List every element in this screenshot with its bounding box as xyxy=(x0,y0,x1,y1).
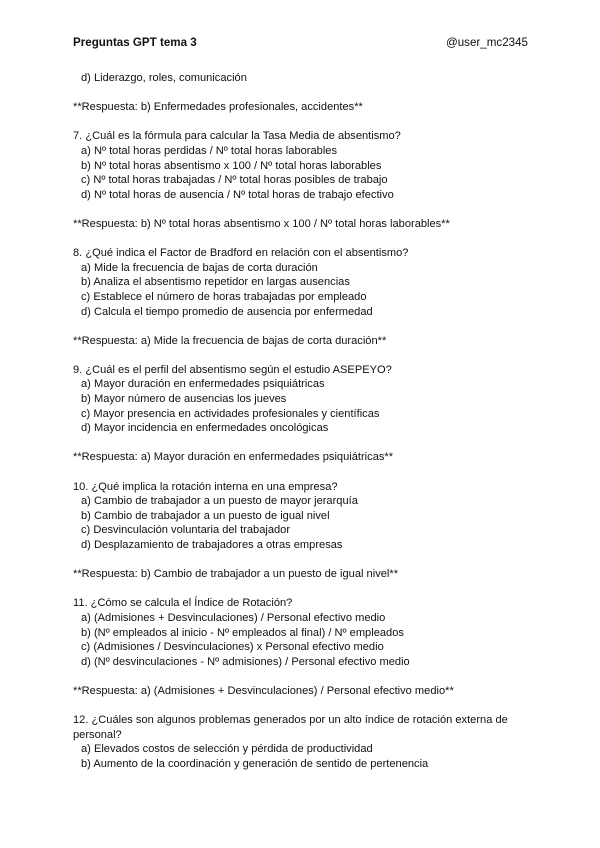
option-line: a) (Admisiones + Desvinculaciones) / Personal efectivo medio xyxy=(81,611,386,624)
option-line: b) Analiza el absentismo repetidor en largas ausencias xyxy=(81,276,350,289)
option-line: b) Nº total horas absentismo x 100 / Nº total horas laborables xyxy=(81,159,382,172)
option-line: d) Nº total horas de ausencia / Nº total horas de trabajo efectivo xyxy=(81,188,394,201)
question-11: 11. ¿Cómo se calcula el Índice de Rotación? xyxy=(73,597,293,610)
answer-line: **Respuesta: b) Cambio de trabajador a un puesto de igual nivel** xyxy=(73,568,399,581)
question-8: 8. ¿Qué indica el Factor de Bradford en relación con el absentismo? xyxy=(73,247,409,260)
option-line: a) Mide la frecuencia de bajas de corta duración xyxy=(81,261,318,274)
page-header xyxy=(73,36,528,49)
option-line: d) Liderazgo, roles, comunicación xyxy=(81,72,247,84)
option-line: a) Nº total horas perdidas / Nº total horas laborables xyxy=(81,144,337,157)
option-line: c) Desvinculación voluntaria del trabajador xyxy=(81,524,291,537)
option-line: a) Elevados costos de selección y pérdida de productividad xyxy=(81,743,373,756)
option-line: b) Aumento de la coordinación y generación de sentido de pertenencia xyxy=(81,757,429,770)
answer-line: **Respuesta: b) Enfermedades profesionales, accidentes** xyxy=(73,101,363,114)
answer-line: **Respuesta: a) Mayor duración en enfermedades psiquiátricas** xyxy=(73,451,394,464)
question-7: 7. ¿Cuál es la fórmula para calcular la Tasa Media de absentismo? xyxy=(73,130,401,143)
document-title: Preguntas GPT tema 3 xyxy=(73,36,197,49)
answer-line: **Respuesta: a) (Admisiones + Desvinculaciones) / Personal efectivo medio** xyxy=(73,684,454,697)
answer-line: **Respuesta: a) Mide la frecuencia de bajas de corta duración** xyxy=(73,334,387,347)
option-line: d) Calcula el tiempo promedio de ausencia por enfermedad xyxy=(81,305,373,318)
document-body xyxy=(73,71,533,772)
question-12: 12. ¿Cuáles son algunos problemas generados por un alto índice de rotación externa de personal? xyxy=(73,714,508,741)
option-line: c) Establece el número de horas trabajadas por empleado xyxy=(81,290,367,303)
option-line: c) (Admisiones / Desvinculaciones) x Personal efectivo medio xyxy=(81,641,384,654)
question-9: 9. ¿Cuál es el perfil del absentismo según el estudio ASEPEYO? xyxy=(73,363,392,376)
answer-line: **Respuesta: b) Nº total horas absentismo x 100 / Nº total horas laborables** xyxy=(73,217,450,230)
user-handle: @user_mc2345 xyxy=(445,36,528,49)
option-line: b) Mayor número de ausencias los jueves xyxy=(81,393,287,406)
option-line: d) Mayor incidencia en enfermedades oncológicas xyxy=(81,422,329,435)
option-line: b) (Nº empleados al inicio - Nº empleados al final) / Nº empleados xyxy=(81,626,404,639)
question-10: 10. ¿Qué implica la rotación interna en una empresa? xyxy=(73,480,338,493)
option-line: a) Cambio de trabajador a un puesto de mayor jerarquía xyxy=(81,495,358,508)
option-line: b) Cambio de trabajador a un puesto de igual nivel xyxy=(81,509,330,522)
option-line: c) Nº total horas trabajadas / Nº total horas posibles de trabajo xyxy=(81,174,388,187)
option-line: d) (Nº desvinculaciones - Nº admisiones) / Personal efectivo medio xyxy=(81,655,410,668)
option-line: d) Desplazamiento de trabajadores a otras empresas xyxy=(81,539,343,551)
option-line: a) Mayor duración en enfermedades psiquiátricas xyxy=(81,378,325,391)
option-line: c) Mayor presencia en actividades profesionales y científicas xyxy=(81,407,380,420)
